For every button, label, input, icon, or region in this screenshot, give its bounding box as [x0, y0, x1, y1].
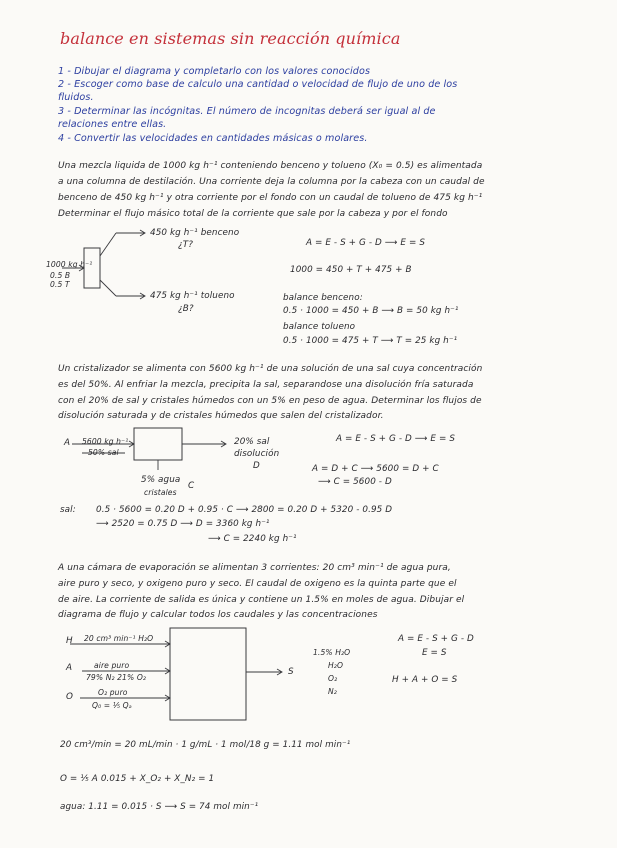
p1-eq-total: 1000 = 450 + T + 475 + B — [290, 265, 412, 275]
problem3-line3: de aire. La corriente de salida es única y contiene un 1.5% en moles de agua. Dibujar el — [58, 595, 465, 605]
p2-d-label: D — [253, 461, 260, 471]
p1-feed-benzene: 0.5 B — [50, 271, 71, 280]
p3-o-label: O — [66, 692, 74, 702]
p3-a-label: A — [66, 663, 73, 673]
p1-feed-toluene: 0.5 T — [50, 280, 70, 289]
p3-o-conc: Q₀ = ⅕ Qₐ — [92, 701, 132, 710]
p3-eq-water: agua: 1.11 = 0.015 · S ⟶ S = 74 mol min⁻¹ — [60, 802, 259, 812]
p2-sal-label: sal: — [60, 505, 76, 515]
problem1-line2: a una columna de destilación. Una corriente deja la columna por la cabeza con un caudal de — [58, 177, 485, 187]
p1-top-unknown: ¿T? — [178, 240, 194, 250]
p2-sal-eq1: 0.5 · 5600 = 0.20 D + 0.95 · C ⟶ 2800 = 0.20 D + 5320 - 0.95 D — [96, 505, 393, 515]
p2-c-text: 5% agua — [141, 475, 181, 485]
p3-eq-general: A = E - S + G - D — [398, 634, 474, 644]
step-1: 1 - Dibujar el diagrama y completarlo con los valores conocidos — [58, 66, 371, 77]
p2-eq-general: A = E - S + G - D ⟶ E = S — [336, 434, 456, 444]
p2-c-label: C — [188, 481, 195, 491]
problem2-line3: con el 20% de sal y cristales húmedos con un 5% en peso de agua. Determinar los flujos de — [58, 396, 482, 406]
p3-o-flow: O₂ puro — [98, 688, 128, 697]
p3-s-label: S — [288, 667, 294, 677]
p3-h-label: H — [66, 636, 73, 646]
p3-s-oxygen: O₂ — [328, 674, 338, 683]
p1-top-stream-label: 450 kg h⁻¹ benceno — [150, 228, 240, 238]
p2-a-flow: 5600 kg h⁻¹ — [82, 437, 129, 446]
p3-eq-conversion: 20 cm³/min = 20 mL/min · 1 g/mL · 1 mol/18 g = 1.11 mol min⁻¹ — [60, 740, 351, 750]
p2-a-label: A — [64, 438, 71, 448]
problem1-line4: Determinar el flujo másico total de la corriente que sale por la cabeza y por el fondo — [58, 209, 448, 219]
p1-eq-toluene-title: balance tolueno — [283, 322, 356, 332]
p2-eq-c: ⟶ C = 5600 - D — [318, 477, 392, 487]
step-2-cont: fluidos. — [58, 92, 94, 103]
p1-eq-benzene-title: balance benceno: — [283, 293, 363, 303]
p2-d-text: 20% sal — [234, 437, 270, 447]
p3-eq-fractions: O = ⅕ A 0.015 + X_O₂ + X_N₂ = 1 — [60, 774, 215, 784]
p3-eq-sum: H + A + O = S — [392, 675, 458, 685]
page-title: balance en sistemas sin reacción química — [60, 29, 401, 48]
problem2-line1: Un cristalizador se alimenta con 5600 kg h⁻¹ de una solución de una sal cuya concentración — [58, 364, 483, 374]
p2-d-text2: disolución — [234, 449, 280, 459]
step-3: 3 - Determinar las incógnitas. El número de incognitas deberá ser igual al de — [58, 106, 436, 117]
p2-sal-eq2: ⟶ 2520 = 0.75 D ⟶ D = 3360 kg h⁻¹ — [96, 519, 270, 529]
p1-bottom-stream-label: 475 kg h⁻¹ tolueno — [150, 291, 235, 301]
p3-a-conc: 79% N₂ 21% O₂ — [86, 673, 147, 682]
problem3-line2: aire puro y seco, y oxigeno puro y seco. El caudal de oxigeno es la quinta parte que el — [58, 579, 457, 589]
p3-s-water-pct: 1.5% H₂O — [313, 648, 351, 657]
problem3-line4: diagrama de flujo y calcular todos los caudales y las concentraciones — [58, 610, 378, 620]
p3-h-flow: 20 cm³ min⁻¹ H₂O — [84, 634, 154, 643]
p1-eq-benzene: 0.5 · 1000 = 450 + B ⟶ B = 50 kg h⁻¹ — [283, 306, 459, 316]
p3-a-flow: aire puro — [94, 661, 130, 670]
p1-feed-label: 1000 kg h⁻¹ — [46, 260, 93, 269]
p3-s-nitrogen: N₂ — [328, 687, 337, 696]
p2-eq-total: A = D + C ⟶ 5600 = D + C — [312, 464, 439, 474]
step-4: 4 - Convertir las velocidades en cantidades másicas o molares. — [58, 133, 368, 144]
p1-bottom-unknown: ¿B? — [178, 304, 194, 314]
p1-eq-general: A = E - S + G - D ⟶ E = S — [306, 238, 426, 248]
p1-eq-toluene: 0.5 · 1000 = 475 + T ⟶ T = 25 kg h⁻¹ — [283, 336, 458, 346]
problem2-line4: disolución saturada y de cristales húmedos que salen del cristalizador. — [58, 411, 384, 421]
p3-s-water: H₂O — [328, 661, 344, 670]
step-3-cont: relaciones entre ellas. — [58, 119, 167, 130]
p2-c-text2: cristales — [144, 488, 177, 497]
p2-a-conc: 50% sal — [88, 448, 119, 457]
problem3-line1: A una cámara de evaporación se alimentan 3 corrientes: 20 cm³ min⁻¹ de agua pura, — [58, 563, 451, 573]
problem2-line2: es del 50%. Al enfriar la mezcla, precipita la sal, separandose una disolución fría saturada — [58, 380, 474, 390]
problem1-line3: benceno de 450 kg h⁻¹ y otra corriente por el fondo con un caudal de tolueno de 475 kg h⁻¹ — [58, 193, 483, 203]
problem1-line1: Una mezcla liquida de 1000 kg h⁻¹ conteniendo benceno y tolueno (X₀ = 0.5) es alimentada — [58, 161, 483, 171]
p3-eq-es: E = S — [422, 648, 447, 658]
p2-sal-eq3: ⟶ C = 2240 kg h⁻¹ — [208, 534, 297, 544]
step-2: 2 - Escoger como base de calculo una cantidad o velocidad de flujo de uno de los — [58, 79, 458, 90]
